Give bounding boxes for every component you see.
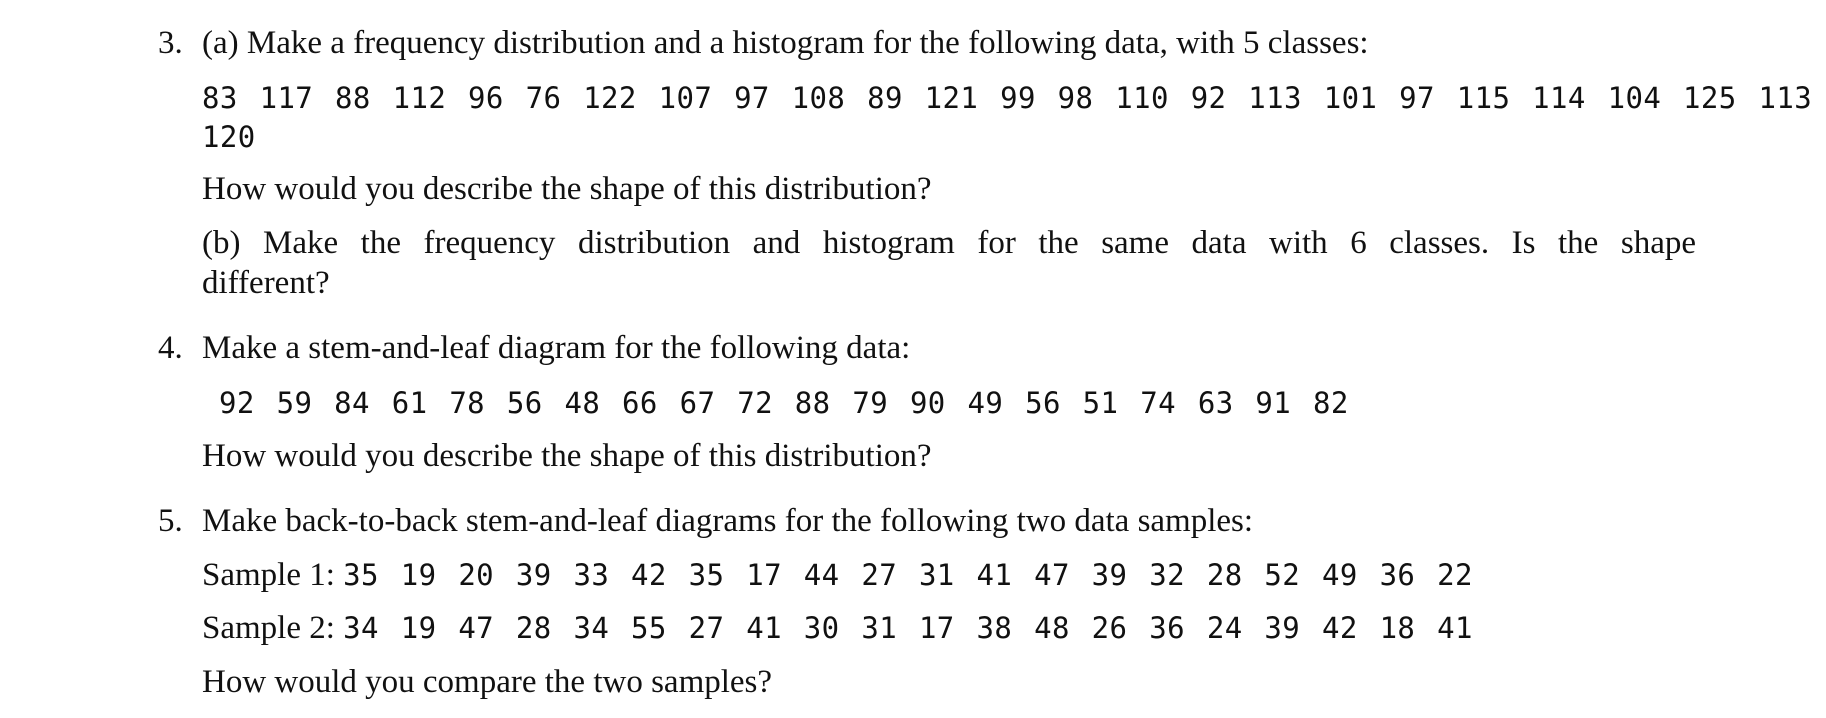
problem-3-part-b-line-1: (b) Make the frequency distribution and histogram for the same data with 6 classes. Is the shape [202, 225, 1696, 261]
problem-5-prompt: Make back-to-back stem-and-leaf diagrams for the following two data samples: [202, 503, 1254, 539]
sample-1-data: 35 19 20 39 33 42 35 17 44 27 31 41 47 39 32 28 52 49 36 22 [343, 558, 1473, 592]
problem-5-number: 5. [158, 503, 183, 539]
problem-3-data-line-1: 83 117 88 112 96 76 122 107 97 108 89 121 99 98 110 92 113 101 97 115 114 104 125 113 [202, 81, 1813, 115]
problem-3-number: 3. [158, 25, 183, 61]
problem-4-data: 92 59 84 61 78 56 48 66 67 72 88 79 90 49 56 51 74 63 91 82 [219, 386, 1349, 420]
problem-4-shape-question: How would you describe the shape of this distribution? [202, 438, 932, 474]
sample-2-row [202, 607, 1473, 649]
problem-3-part-b-line-2: different? [202, 265, 330, 301]
problem-3-data-line-2: 120 [202, 120, 256, 154]
problem-4-number: 4. [158, 330, 183, 366]
problem-5-compare-question: How would you compare the two samples? [202, 664, 773, 700]
sample-1-row [202, 554, 1473, 596]
sample-2-data: 34 19 47 28 34 55 27 41 30 31 17 38 48 26 36 24 39 42 18 41 [343, 611, 1473, 645]
problem-3-shape-question: How would you describe the shape of this distribution? [202, 171, 932, 207]
sample-2-label: Sample 2: [202, 610, 335, 646]
problem-3-part-a-prompt: (a) Make a frequency distribution and a histogram for the following data, with 5 classes: [202, 25, 1369, 61]
sample-1-label: Sample 1: [202, 557, 335, 593]
problem-4-prompt: Make a stem-and-leaf diagram for the following data: [202, 330, 911, 366]
